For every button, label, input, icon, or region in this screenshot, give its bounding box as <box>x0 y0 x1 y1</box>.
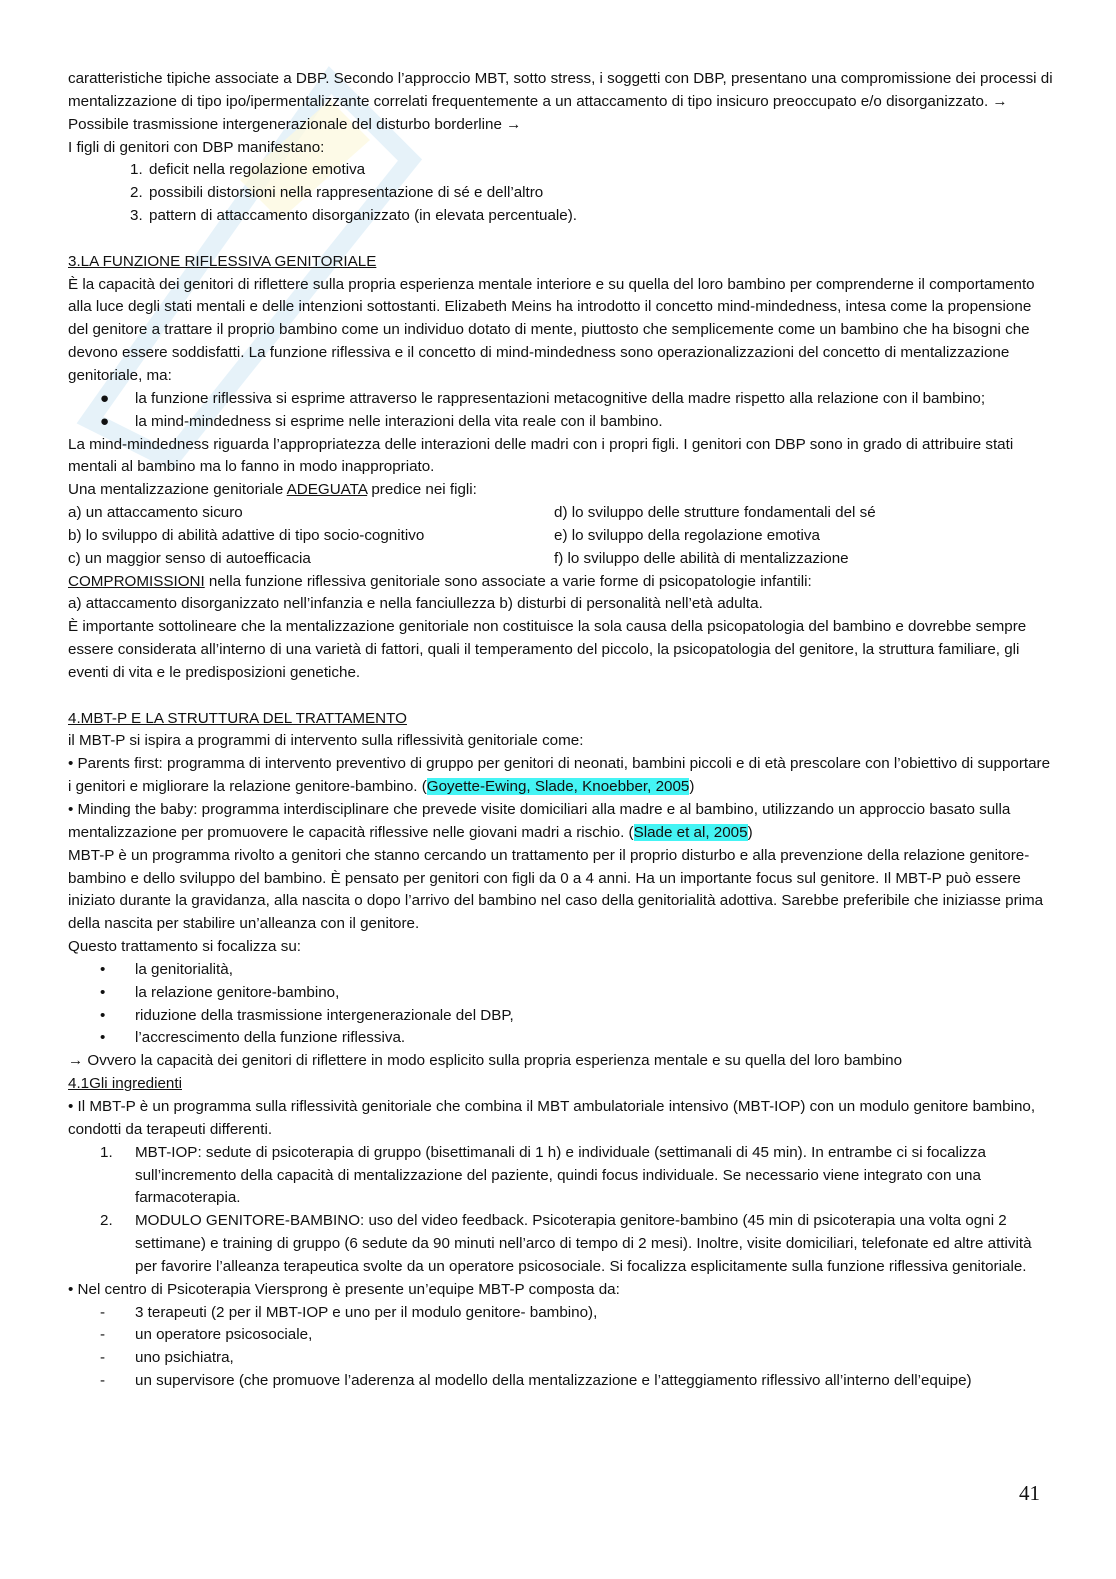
list-item: • l’accrescimento della funzione riflessiva. <box>68 1027 1053 1050</box>
list-item: - un operatore psicosociale, <box>68 1324 1053 1347</box>
section-3-bullets <box>68 388 1053 434</box>
section-3-heading: 3.LA FUNZIONE RIFLESSIVA GENITORIALE <box>68 252 377 270</box>
bullet-icon: • <box>100 1006 106 1024</box>
bullet-icon: • <box>100 960 106 978</box>
dash-icon: - <box>100 1349 106 1367</box>
section-4-1-paragraph-2: • Nel centro di Psicoterapia Viersprong è presente un’equipe MBT-P composta da: <box>68 1280 620 1298</box>
list-item: - uno psichiatra, <box>68 1347 1053 1370</box>
section-4-paragraph-4: → Ovvero la capacità dei genitori di riflettere in modo esplicito sulla propria esperienza mentale e su quella del loro bambino <box>68 1052 903 1070</box>
list-item: c) un maggior senso di autoefficacia <box>68 549 311 567</box>
section-4-paragraph-2: MBT-P è un programma rivolto a genitori che stanno cercando un trattamento per il proprio disturbo e alla prevenzione della relazione genitore-bambino e dello sviluppo del bambino. È pensato per genitori con figli da 0 a 4 anni. Ha un importante focus sul genitore. Il MBT-P può essere iniziato durante la gravidanza, alla nascita o dopo l’arrivo del bambino nel caso della genitorialità adottiva. Sarebbe preferibile che iniziasse prima della nascita per stabilire un’alleanza con il genitore. <box>68 846 1044 933</box>
list-item: • riduzione della trasmissione intergenerazionale del DBP, <box>68 1005 1053 1028</box>
citation-highlight: Goyette-Ewing, Slade, Knoebber, 2005 <box>426 778 690 796</box>
list-item: d) lo sviluppo delle strutture fondamentali del sé <box>554 504 876 522</box>
intro-paragraph: caratteristiche tipiche associate a DBP. Secondo l’approccio MBT, sotto stress, i soggetti con DBP, presentano una compromissione dei processi di mentalizzazione di tipo ipo/ipermentalizzante correlati frequentemente a un attaccamento di tipo insicuro preoccupato e/o disorganizzato. → Possibile trasmissione intergenerazionale del disturbo borderline → <box>68 70 1053 133</box>
list-item: 1. MBT-IOP: sedute di psicoterapia di gruppo (bisettimanali di 1 h) e individuale (settimanali di 45 min). In entrambe ci si focalizza sull’incremento della capacità di mentalizzazione del paziente, quindi focus individuale. Se necessario viene integrato con una farmacoterapia. <box>100 1143 986 1207</box>
section-3-paragraph-4: COMPROMISSIONI nella funzione riflessiva genitoriale sono associate a varie forme di psicopatologie infantili: <box>68 572 812 590</box>
list-item: ● la mind-mindedness si esprime nelle interazioni della vita reale con il bambino. <box>68 411 1053 434</box>
intro-children-line: I figli di genitori con DBP manifestano: <box>68 138 325 156</box>
team-list <box>68 1302 1053 1393</box>
page-number: 41 <box>1019 1481 1040 1505</box>
dash-icon: - <box>100 1303 106 1321</box>
list-item: e) lo sviluppo della regolazione emotiva <box>554 526 820 544</box>
bullet-icon: ● <box>100 389 110 407</box>
list-item: 2. MODULO GENITORE-BAMBINO: uso del video feedback. Psicoterapia genitore-bambino (45 min di psicoterapia una volta ogni 2 settimane) e training di gruppo (6 sedute da 90 minuti nell’arco di tempo di 2 mesi). Inoltre, visite domiciliari, telefonate ed altre attività per favorire l’alleanza terapeutica svolte da un operatore psicosociale. Si focalizza esplicitamente sulla funzione riflessiva genitoriale. <box>100 1212 1032 1275</box>
section-4-paragraph-3: Questo trattamento si focalizza su: <box>68 938 301 956</box>
list-item: - un supervisore (che promuove l’aderenza al modello della mentalizzazione e l’atteggiamento riflessivo all’interno dell’equipe) <box>68 1370 1053 1393</box>
list-item: a) un attaccamento sicuro <box>68 504 243 522</box>
bullet-icon: • <box>100 983 106 1001</box>
list-item: 3. pattern di attaccamento disorganizzato (in elevata percentuale). <box>130 207 578 225</box>
list-item: 2. possibili distorsioni nella rappresentazione di sé e dell’altro <box>130 184 544 202</box>
section-3-paragraph-2: La mind-mindedness riguarda l’appropriatezza delle interazioni delle madri con i propri figli. I genitori con DBP sono in grado di attribuire stati mentali al bambino ma lo fanno in modo inappropriato. <box>68 435 1014 476</box>
section-3-paragraph-6: È importante sottolineare che la mentalizzazione genitoriale non costituisce la sola causa della psicopatologia del bambino e dovrebbe sempre essere considerata all’interno di una varietà di fattori, quali il temperamento del piccolo, la psicopatologia del genitore, la struttura familiare, gli eventi di vita e le predisposizioni genetiche. <box>68 618 1027 681</box>
intro-list <box>68 159 1053 228</box>
list-item: - 3 terapeuti (2 per il MBT-IOP e uno per il modulo genitore- bambino), <box>68 1302 1053 1325</box>
section-3-paragraph-1: È la capacità dei genitori di riflettere sulla propria esperienza mentale interiore e su quella del loro bambino per comprenderne il comportamento alla luce degli stati mentali e delle intenzioni sottostanti. Elizabeth Meins ha introdotto il concetto mind-mindedness, intesa come la propensione del genitore a trattare il proprio bambino come un individuo dotato di mente, piuttosto che semplicemente come un bambino che ha bisogni che devono essere soddisfatti. La funzione riflessiva e il concetto di mind-mindedness sono operazionalizzazioni del concetto di mentalizzazione genitoriale, ma: <box>68 275 1035 384</box>
section-4-paragraph-1: il MBT-P si ispira a programmi di intervento sulla riflessività genitoriale come: <box>68 732 584 750</box>
bullet-icon: ● <box>100 412 110 430</box>
predicts-table <box>68 502 1053 571</box>
list-item: ● la funzione riflessiva si esprime attraverso le rappresentazioni metacognitive della madre rispetto alla relazione con il bambino; <box>68 388 1053 411</box>
section-4-1-heading: 4.1Gli ingredienti <box>68 1075 182 1093</box>
ingredients-list <box>68 1142 1053 1279</box>
bullet-icon: • <box>100 1029 106 1047</box>
section-3-paragraph-3: Una mentalizzazione genitoriale ADEGUATA predice nei figli: <box>68 481 477 499</box>
list-item: f) lo sviluppo delle abilità di mentalizzazione <box>554 549 849 567</box>
parents-first-paragraph: • Parents first: programma di intervento preventivo di gruppo per genitori di neonati, bambini piccoli e di età prescolare con l’obiettivo di supportare i genitori e migliorare la relazione genitore-bambino. (Goyette-Ewing, Slade, Knoebber, 2005) <box>68 755 1051 796</box>
focus-list <box>68 959 1053 1050</box>
citation-highlight: Slade et al, 2005 <box>633 823 748 841</box>
list-item: • la relazione genitore-bambino, <box>68 982 1053 1005</box>
section-4-1-paragraph-1: • Il MBT-P è un programma sulla riflessività genitoriale che combina il MBT ambulatoriale intensivo (MBT-IOP) con un modulo genitore bambino, condotti da terapeuti differenti. <box>68 1097 1036 1138</box>
dash-icon: - <box>100 1326 106 1344</box>
list-item: • la genitorialità, <box>68 959 1053 982</box>
section-4-heading: 4.MBT-P E LA STRUTTURA DEL TRATTAMENTO <box>68 709 407 727</box>
list-item: b) lo sviluppo di abilità adattive di tipo socio-cognitivo <box>68 526 425 544</box>
document-body <box>68 68 1053 1393</box>
section-3-paragraph-5: a) attaccamento disorganizzato nell’infanzia e nella fanciullezza b) disturbi di personalità nell’età adulta. <box>68 595 763 613</box>
minding-baby-paragraph: • Minding the baby: programma interdisciplinare che prevede visite domiciliari alla madre e al bambino, utilizzando un approccio basato sulla mentalizzazione per promuovere le capacità riflessive nelle giovani madri a rischio. (Slade et al, 2005) <box>68 801 1011 841</box>
dash-icon: - <box>100 1372 106 1390</box>
list-item: 1. deficit nella regolazione emotiva <box>130 161 366 179</box>
